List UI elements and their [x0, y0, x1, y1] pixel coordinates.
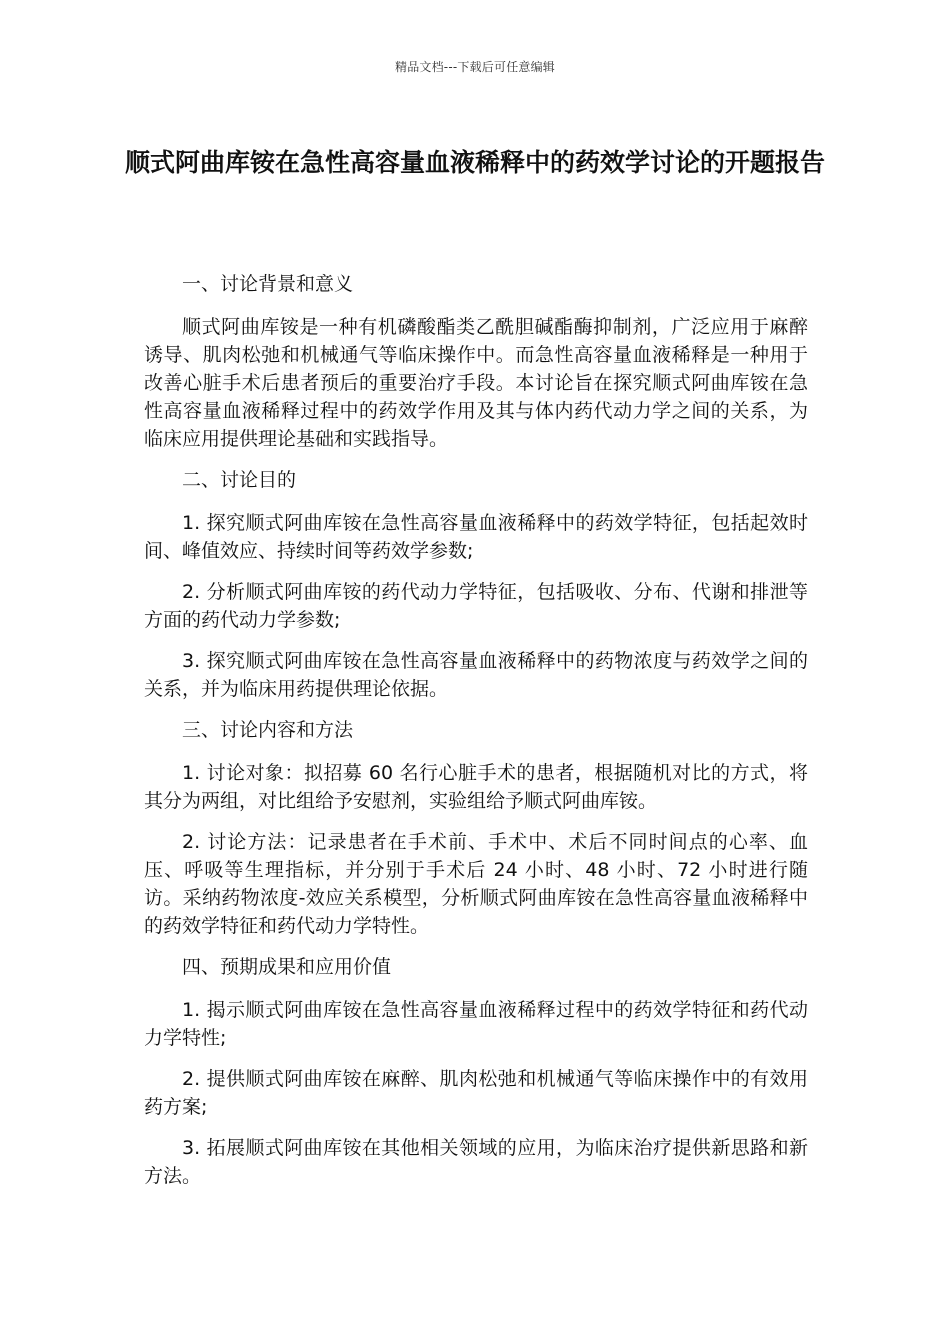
objective-item-2: 2. 分析顺式阿曲库铵的药代动力学特征，包括吸收、分布、代谢和排泄等方面的药代动力学参数;: [144, 581, 808, 631]
section-heading-objectives: 二、讨论目的: [182, 469, 297, 491]
document-body: [144, 270, 808, 1203]
header-note: 精品文档---下载后可任意编辑: [395, 60, 555, 74]
outcome-item-1: 1. 揭示顺式阿曲库铵在急性高容量血液稀释过程中的药效学特征和药代动力学特性;: [144, 999, 808, 1049]
document-title: 顺式阿曲库铵在急性高容量血液稀释中的药效学讨论的开题报告: [124, 148, 825, 177]
section-heading-outcomes: 四、预期成果和应用价值: [182, 956, 392, 978]
outcome-item-2: 2. 提供顺式阿曲库铵在麻醉、肌肉松弛和机械通气等临床操作中的有效用药方案;: [144, 1068, 808, 1118]
section-heading-background: 一、讨论背景和意义: [182, 273, 354, 295]
method-item-1: 1. 讨论对象：拟招募 60 名行心脏手术的患者，根据随机对比的方式，将其分为两组，对比组给予安慰剂，实验组给予顺式阿曲库铵。: [144, 762, 808, 812]
outcome-item-3: 3. 拓展顺式阿曲库铵在其他相关领域的应用，为临床治疗提供新思路和新方法。: [144, 1137, 808, 1187]
section-heading-methods: 三、讨论内容和方法: [182, 719, 354, 741]
objective-item-3: 3. 探究顺式阿曲库铵在急性高容量血液稀释中的药物浓度与药效学之间的关系，并为临床用药提供理论依据。: [144, 650, 808, 700]
objective-item-1: 1. 探究顺式阿曲库铵在急性高容量血液稀释中的药效学特征，包括起效时间、峰值效应、持续时间等药效学参数;: [144, 512, 808, 562]
background-paragraph: 顺式阿曲库铵是一种有机磷酸酯类乙酰胆碱酯酶抑制剂，广泛应用于麻醉诱导、肌肉松弛和机械通气等临床操作中。而急性高容量血液稀释是一种用于改善心脏手术后患者预后的重要治疗手段。本讨论旨在探究顺式阿曲库铵在急性高容量血液稀释过程中的药效学作用及其与体内药代动力学之间的关系，为临床应用提供理论基础和实践指导。: [144, 316, 808, 450]
method-item-2: 2. 讨论方法：记录患者在手术前、手术中、术后不同时间点的心率、血压、呼吸等生理指标，并分别于手术后 24 小时、48 小时、72 小时进行随访。采纳药物浓度-效应关系模型，分析顺式阿曲库铵在急性高容量血液稀释中的药效学特征和药代动力学特性。: [144, 831, 808, 937]
